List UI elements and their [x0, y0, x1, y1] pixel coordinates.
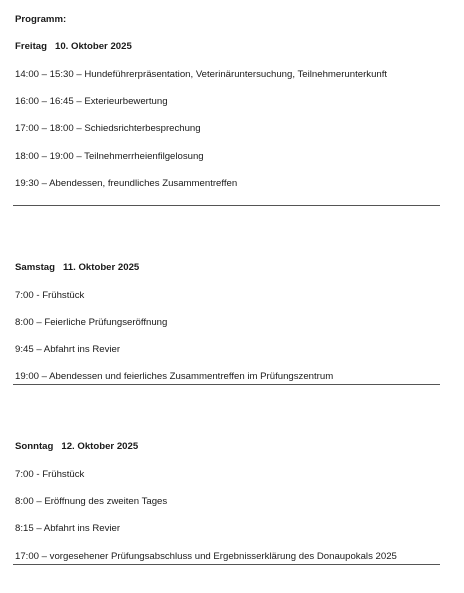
- sunday-day-heading: [15, 441, 138, 453]
- saturday-date: 11. Oktober 2025: [63, 262, 140, 273]
- friday-date: 10. Oktober 2025: [55, 41, 132, 52]
- friday-item: 14:00 – 15:30 – Hundeführerpräsentation, Veterinäruntersuchung, Teilnehmerunterkunft: [15, 69, 388, 80]
- section-divider: [13, 205, 440, 206]
- friday-weekday: Freitag: [15, 41, 47, 52]
- saturday-item: 8:00 – Feierliche Prüfungseröffnung: [15, 317, 168, 328]
- sunday-weekday: Sonntag: [15, 441, 54, 452]
- sunday-item: 8:00 – Eröffnung des zweiten Tages: [15, 496, 168, 507]
- sunday-item: 8:15 – Abfahrt ins Revier: [15, 523, 121, 534]
- friday-item: 19:30 – Abendessen, freundliches Zusammentreffen: [15, 178, 238, 189]
- sunday-date: 12. Oktober 2025: [61, 441, 139, 452]
- saturday-item: 7:00 - Frühstück: [15, 290, 85, 301]
- friday-item: 18:00 – 19:00 – Teilnehmerrheienfilgelosung: [15, 151, 204, 162]
- saturday-item: 9:45 – Abfahrt ins Revier: [15, 344, 121, 355]
- saturday-item: 19:00 – Abendessen und feierliches Zusammentreffen im Prüfungszentrum: [15, 371, 334, 382]
- friday-item: 17:00 – 18:00 – Schiedsrichterbesprechung: [15, 123, 201, 134]
- friday-item: 16:00 – 16:45 – Exterieurbewertung: [15, 96, 168, 107]
- sunday-item: 7:00 - Frühstück: [15, 469, 85, 480]
- section-divider: [13, 564, 440, 565]
- friday-day-heading: [15, 41, 132, 53]
- program-heading: Programm:: [15, 14, 67, 25]
- sunday-item: 17:00 – vorgesehener Prüfungsabschluss und Ergebnisserklärung des Donaupokals 2025: [15, 551, 397, 562]
- saturday-day-heading: [15, 262, 139, 274]
- section-divider: [13, 384, 440, 385]
- saturday-weekday: Samstag: [15, 262, 55, 273]
